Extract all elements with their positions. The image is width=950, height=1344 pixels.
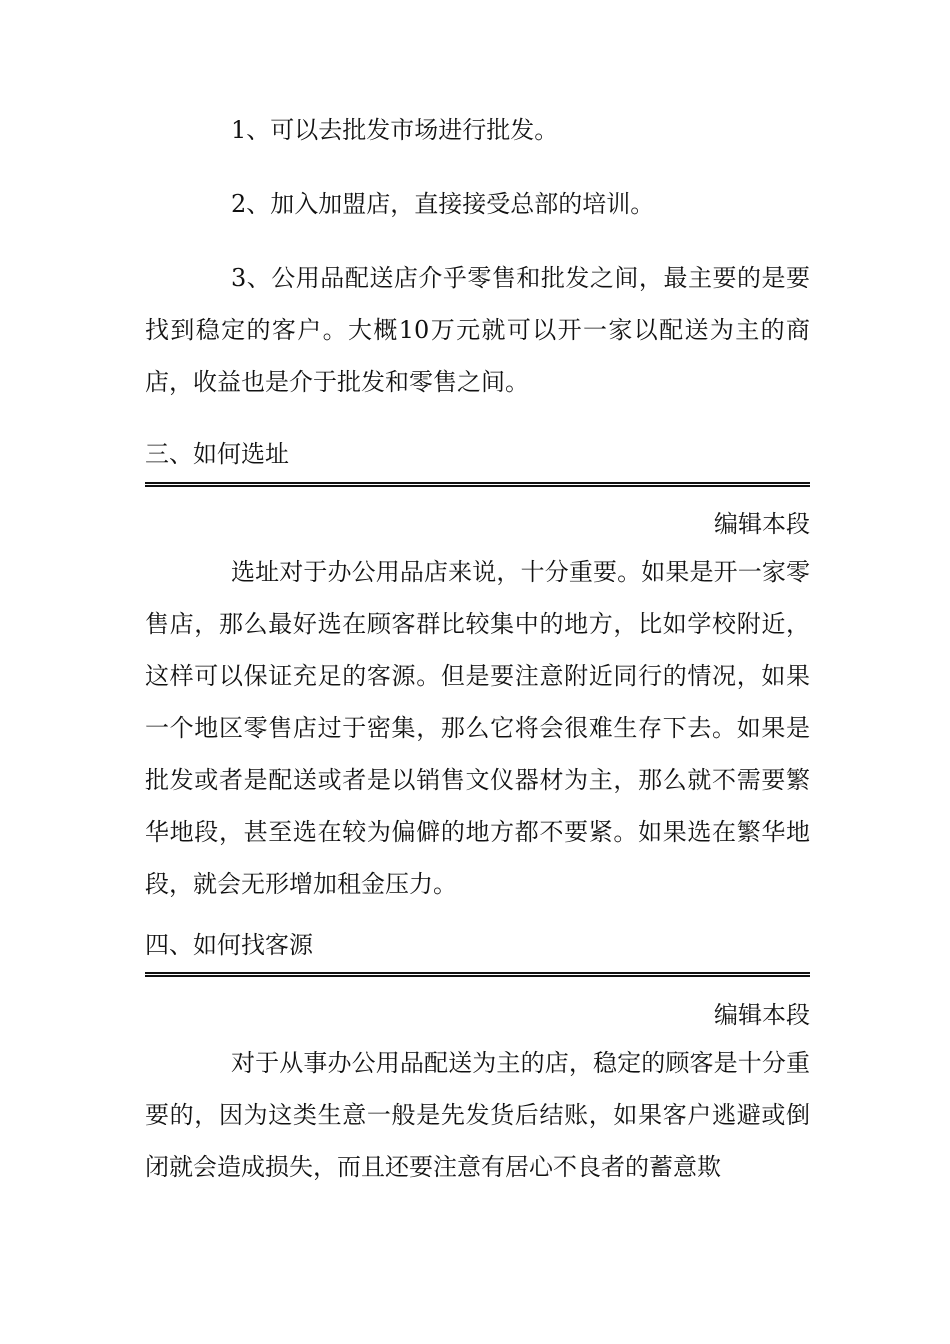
section-divider (145, 482, 810, 487)
list-item-1: 1、可以去批发市场进行批发。 (231, 116, 559, 144)
section-heading-customers: 四、如何找客源 (145, 931, 313, 959)
section-heading-location: 三、如何选址 (145, 440, 289, 468)
section-body-customers: 对于从事办公用品配送为主的店，稳定的顾客是十分重要的，因为这类生意一般是先发货后结账，如果客户逃避或倒闭就会造成损失，而且还要注意有居心不良者的蓄意欺 (145, 1049, 810, 1181)
list-item-2: 2、加入加盟店，直接接受总部的培训。 (231, 190, 655, 218)
section-divider (145, 972, 810, 977)
edit-section-link[interactable]: 编辑本段 (714, 1001, 810, 1029)
edit-section-link[interactable]: 编辑本段 (714, 510, 810, 538)
section-body-location: 选址对于办公用品店来说，十分重要。如果是开一家零售店，那么最好选在顾客群比较集中的地方，比如学校附近，这样可以保证充足的客源。但是要注意附近同行的情况，如果一个地区零售店过于密集，那么它将会很难生存下去。如果是批发或者是配送或者是以销售文仪器材为主，那么就不需要繁华地段，甚至选在较为偏僻的地方都不要紧。如果选在繁华地段，就会无形增加租金压力。 (145, 558, 810, 898)
list-item-3: 3、公用品配送店介乎零售和批发之间，最主要的是要找到稳定的客户。大概10万元就可以开一家以配送为主的商店，收益也是介于批发和零售之间。 (145, 264, 810, 396)
